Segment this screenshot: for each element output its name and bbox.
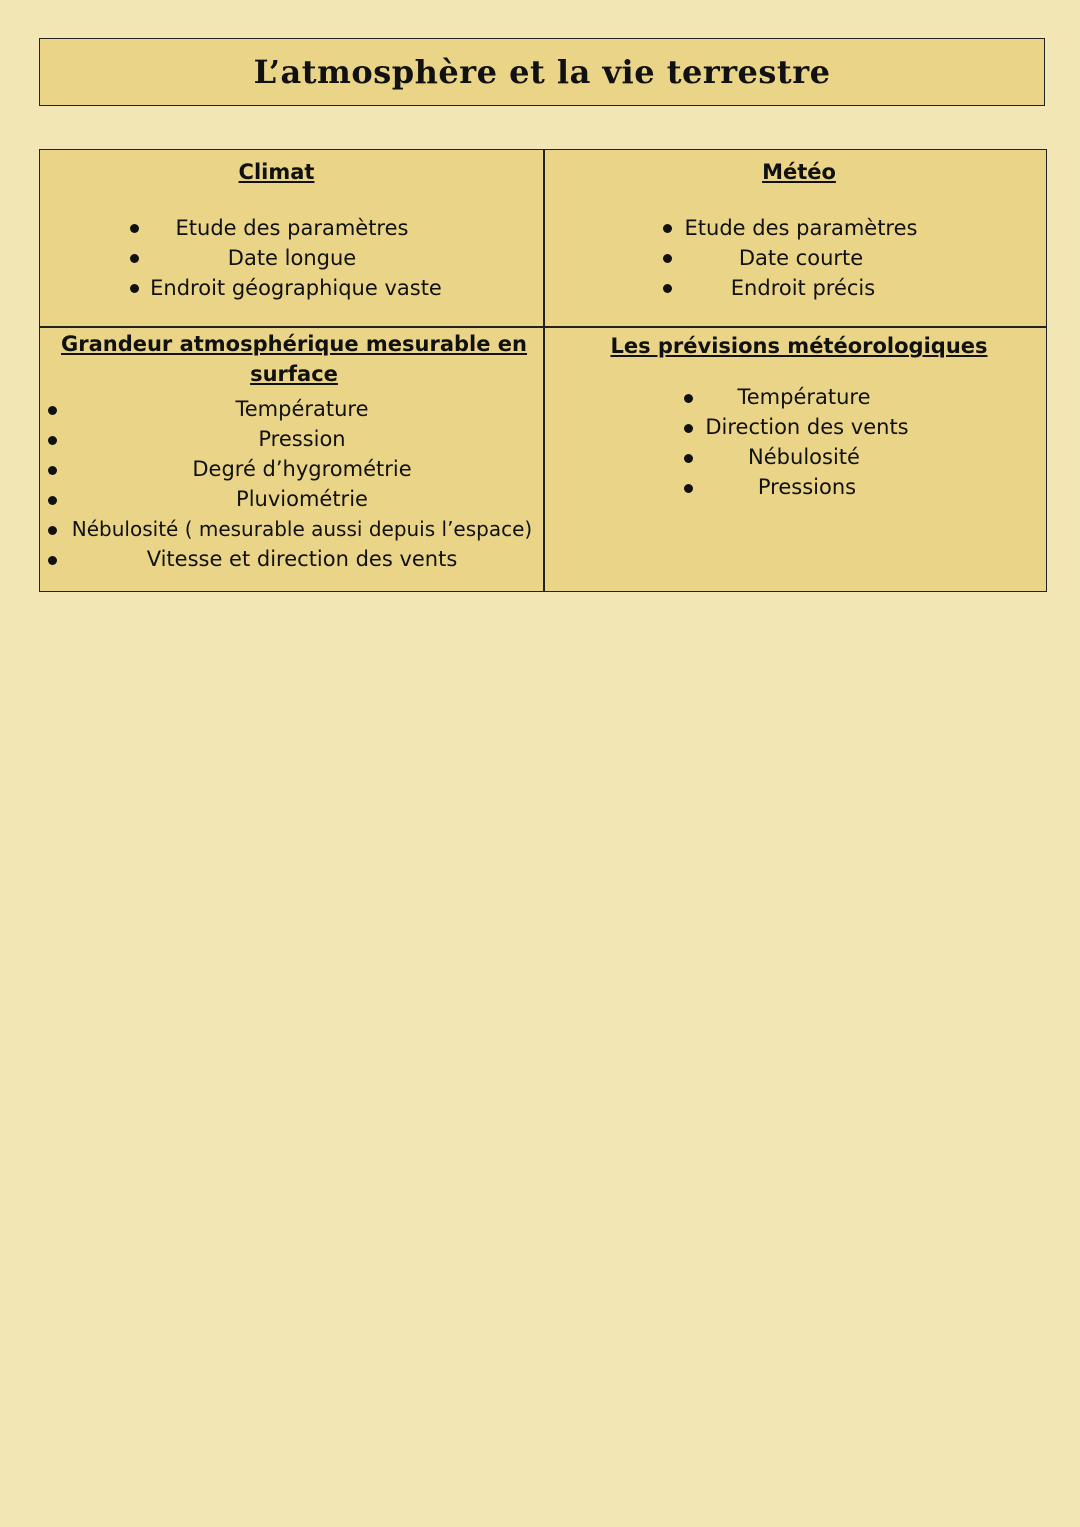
bullet-icon	[684, 454, 693, 463]
list-item: Nébulosité ( mesurable aussi depuis l’espace)	[71, 517, 533, 541]
cell-meteo	[544, 150, 1046, 326]
list-item: Pression	[258, 427, 346, 451]
bullet-icon	[663, 224, 672, 233]
bullet-icon	[48, 436, 57, 445]
bullet-icon	[663, 284, 672, 293]
bullet-icon	[48, 556, 57, 565]
list-item: Date longue	[227, 246, 357, 270]
list-item: Degré d’hygrométrie	[192, 457, 412, 481]
bullet-icon	[684, 484, 693, 493]
cell-grandeur-heading-line1: Grandeur atmosphérique mesurable en	[60, 332, 528, 356]
bullet-icon	[48, 466, 57, 475]
list-item: Nébulosité	[748, 445, 860, 469]
list-item: Température	[235, 397, 369, 421]
list-item: Endroit précis	[730, 276, 876, 300]
list-item: Endroit géographique vaste	[150, 276, 442, 300]
list-item: Etude des paramètres	[175, 216, 409, 240]
bullet-icon	[130, 254, 139, 263]
summary-table	[39, 149, 1047, 592]
bullet-icon	[663, 254, 672, 263]
cell-meteo-heading: Météo	[762, 160, 836, 184]
bullet-icon	[130, 284, 139, 293]
list-item: Vitesse et direction des vents	[146, 547, 458, 571]
cell-previsions	[544, 327, 1046, 591]
bullet-icon	[130, 224, 139, 233]
list-item: Etude des paramètres	[684, 216, 918, 240]
list-item: Date courte	[738, 246, 864, 270]
page-title: L’atmosphère et la vie terrestre	[253, 53, 831, 91]
cell-previsions-heading: Les prévisions météorologiques	[610, 334, 988, 358]
bullet-icon	[684, 394, 693, 403]
bullet-icon	[48, 496, 57, 505]
list-item: Pluviométrie	[236, 487, 368, 511]
bullet-icon	[48, 526, 57, 535]
cell-grandeur-heading-line2: surface	[250, 362, 338, 386]
cell-grandeur	[40, 327, 543, 591]
list-item: Direction des vents	[705, 415, 909, 439]
title-box	[39, 38, 1045, 106]
list-item: Pressions	[757, 475, 857, 499]
list-item: Température	[737, 385, 871, 409]
bullet-icon	[684, 424, 693, 433]
cell-climat-heading: Climat	[238, 160, 315, 184]
bullet-icon	[48, 406, 57, 415]
cell-climat	[40, 150, 543, 326]
